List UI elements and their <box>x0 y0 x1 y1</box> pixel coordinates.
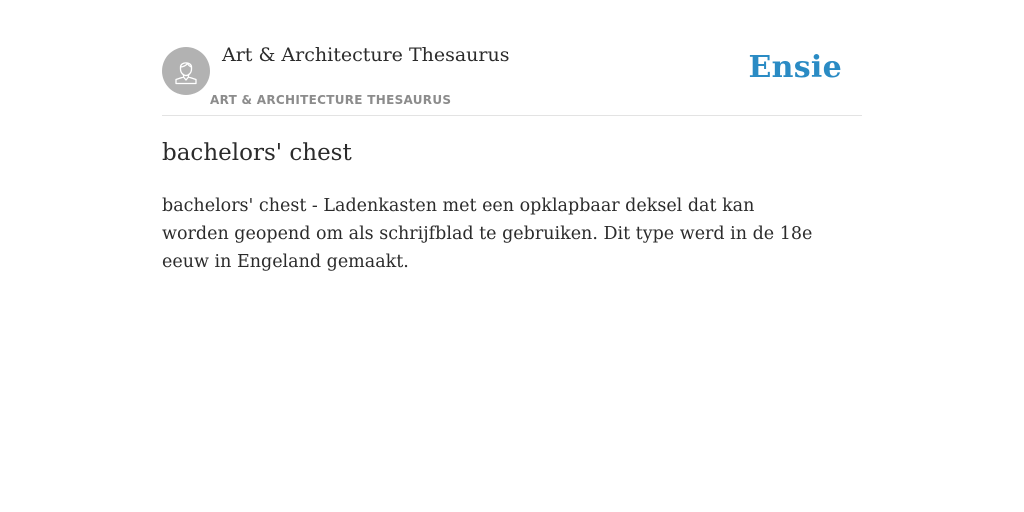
article-title: bachelors' chest <box>162 140 352 166</box>
ensie-logo[interactable]: Ensie <box>748 50 842 85</box>
user-icon <box>171 56 201 86</box>
author-name[interactable]: Art & Architecture Thesaurus <box>222 44 510 66</box>
page-container <box>162 0 862 272</box>
page-header <box>162 0 862 116</box>
author-category: ART & ARCHITECTURE THESAURUS <box>210 93 452 107</box>
author-avatar[interactable] <box>162 47 210 95</box>
article-body: bachelors' chest - Ladenkasten met een opklapbaar deksel dat kan worden geopend om als schrijfblad te gebruiken. Dit type werd in de 18e eeuw in Engeland gemaakt. <box>162 196 813 272</box>
